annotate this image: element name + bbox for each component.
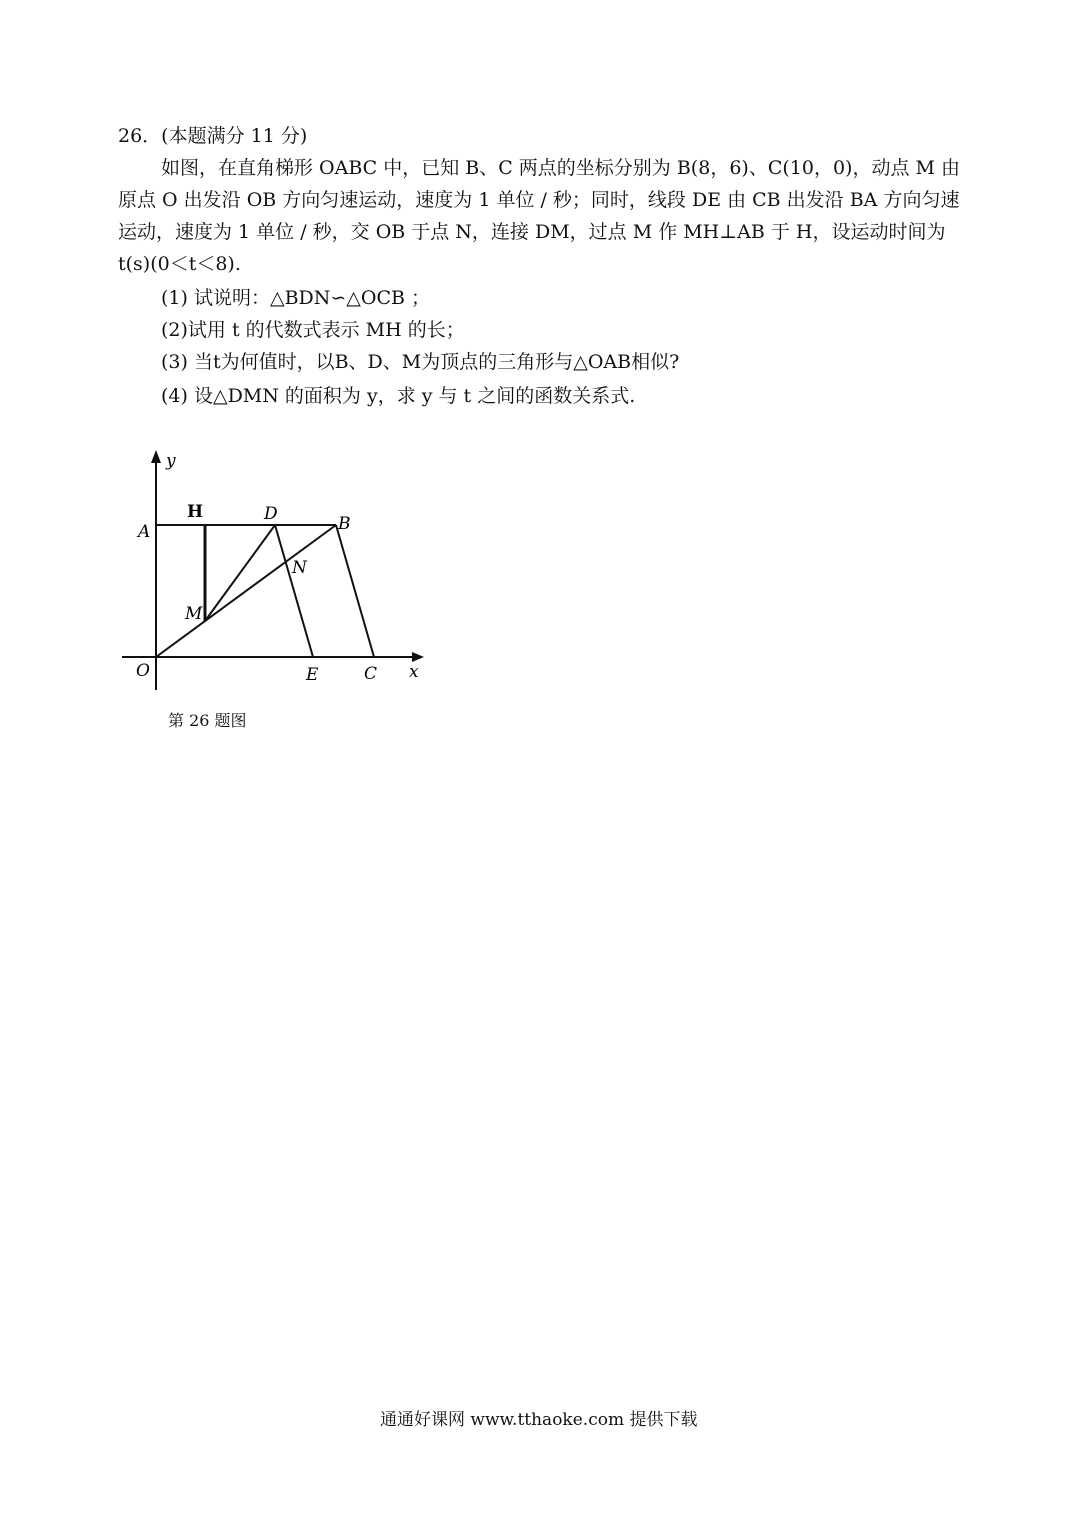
- x-axis-arrow: [412, 652, 424, 662]
- label-A: A: [138, 522, 151, 542]
- label-D: D: [264, 504, 278, 524]
- label-E: E: [306, 665, 319, 685]
- segment-DM: [205, 525, 275, 621]
- segment-OB: [156, 525, 336, 657]
- label-C: C: [364, 664, 378, 684]
- label-origin: O: [136, 661, 150, 681]
- label-M: M: [185, 604, 203, 624]
- segment-BC: [336, 525, 374, 657]
- question-1: (1) 试说明：△BDN∽△OCB ；: [161, 287, 431, 309]
- question-3: (3) 当t为何值时，以B、D、M为顶点的三角形与△OAB相似?: [161, 351, 680, 373]
- page-footer: 通通好课网 www.tthaoke.com 提供下载: [380, 1410, 698, 1430]
- problem-heading: 26．(本题满分 11 分): [118, 125, 308, 147]
- question-2: (2)试用 t 的代数式表示 MH 的长；: [161, 319, 465, 341]
- label-H: H: [187, 502, 204, 522]
- geometry-figure: [118, 440, 438, 700]
- label-B: B: [338, 514, 351, 534]
- problem-statement: 如图，在直角梯形 OABC 中，已知 B、C 两点的坐标分别为 B(8，6)、C(10，0)，动点 M 由原点 O 出发沿 OB 方向匀速运动，速度为 1 单位 / 秒；同时，线段 DE 由 CB 出发沿 BA 方向匀速运动，速度为 1 单位 / 秒，交 OB 于点 N，连接 DM，过点 M 作 MH⊥AB 于 H，设运动时间为 t(s)(0＜t＜8).: [118, 157, 960, 275]
- segment-DE: [275, 525, 313, 657]
- y-axis-arrow: [151, 450, 161, 463]
- question-4: (4) 设△DMN 的面积为 y，求 y 与 t 之间的函数关系式.: [161, 385, 636, 407]
- label-N: N: [292, 558, 307, 578]
- label-x: x: [409, 662, 419, 682]
- label-y: y: [166, 451, 176, 471]
- figure-caption: 第 26 题图: [168, 711, 247, 730]
